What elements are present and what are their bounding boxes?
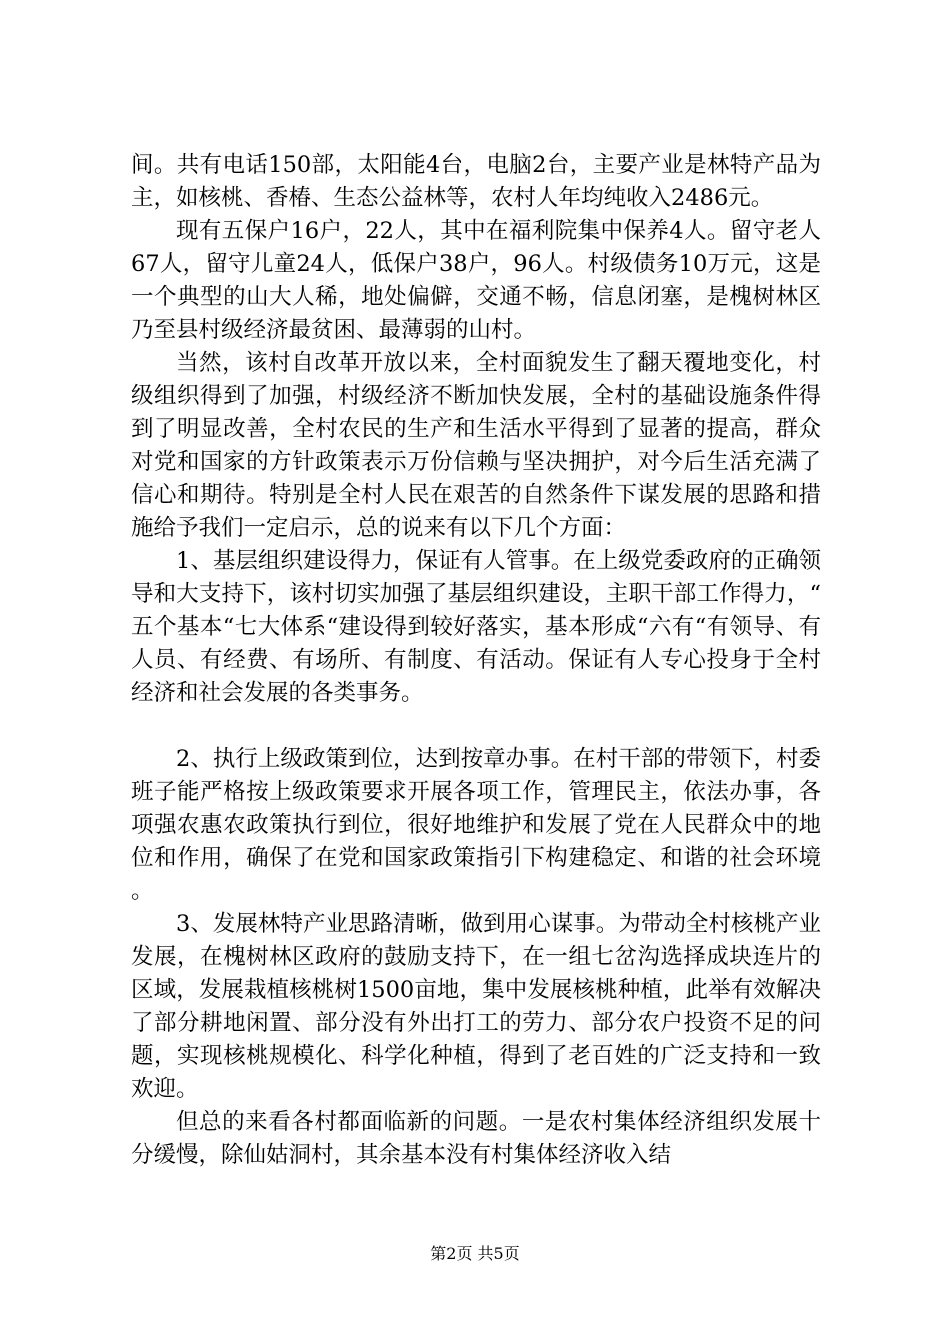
paragraph-point-1: 1、基层组织建设得力，保证有人管事。在上级党委政府的正确领导和大支持下，该村切实加强了基层组织建设，主职干部工作得力，“五个基本“七大体系“建设得到较好落实，基本形成“六有“有领导、有人员、有经费、有场所、有制度、有活动。保证有人专心投身于全村经济和社会发展的各类事务。 xyxy=(131,548,821,706)
document-body xyxy=(131,149,821,1172)
paragraph-continuation: 间。共有电话150部，太阳能4台，电脑2台，主要产业是林特产品为主，如核桃、香椿、生态公益林等，农村人年均纯收入2486元。 xyxy=(131,152,821,211)
paragraph-point-3: 3、发展林特产业思路清晰，做到用心谋事。为带动全村核桃产业发展，在槐树林区政府的鼓励支持下，在一组七岔沟选择成块连片的区域，发展栽植核桃树1500亩地，集中发展核桃种植，此举有效解决了部分耕地闲置、部分没有外出打工的劳力、部分农户投资不足的问题，实现核桃规模化、科学化种植，得到了老百姓的广泛支持和一致欢迎。 xyxy=(131,911,821,1102)
paragraph-point-2: 2、执行上级政策到位，达到按章办事。在村干部的带领下，村委班子能严格按上级政策要求开展各项工作，管理民主，依法办事，各项强农惠农政策执行到位，很好地维护和发展了党在人民群众中的地位和作用，确保了在党和国家政策指引下构建稳定、和谐的社会环境。 xyxy=(131,746,821,904)
paragraph-reform-changes: 当然，该村自改革开放以来，全村面貌发生了翻天覆地变化，村级组织得到了加强，村级经济不断加快发展，全村的基础设施条件得到了明显改善，全村农民的生产和生活水平得到了显著的提高，群众对党和国家的方针政策表示万份信赖与坚决拥护，对今后生活充满了信心和期待。特别是全村人民在艰苦的自然条件下谋发展的思路和措施给予我们一定启示，总的说来有以下几个方面： xyxy=(131,350,821,541)
paragraph-wubao-stats: 现有五保户16户，22人，其中在福利院集中保养4人。留守老人67人，留守儿童24人，低保户38户，96人。村级债务10万元，这是一个典型的山大人稀，地处偏僻，交通不畅，信息闭塞，是槐树林区乃至县村级经济最贫困、最薄弱的山村。 xyxy=(131,218,821,343)
page-number-footer: 第2页 共5页 xyxy=(430,1244,520,1263)
paragraph-new-problems: 但总的来看各村都面临新的问题。一是农村集体经济组织发展十分缓慢，除仙姑洞村，其余基本没有村集体经济收入结 xyxy=(131,1109,821,1168)
